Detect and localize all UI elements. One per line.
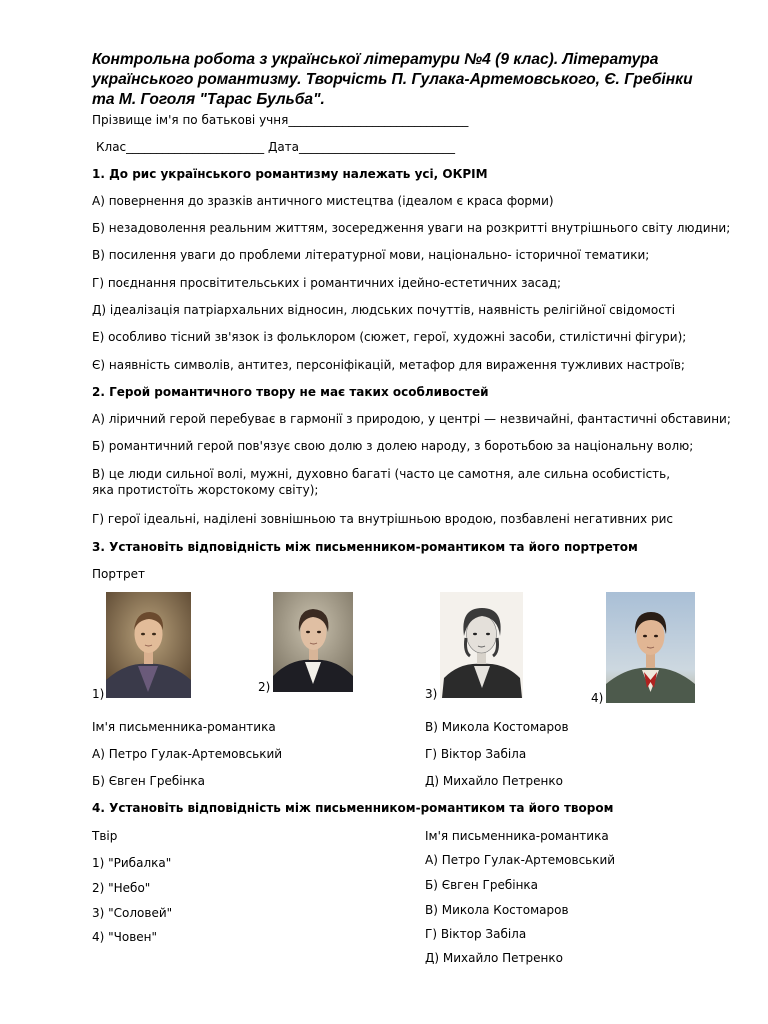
q2-question: 2. Герой романтичного твору не має таких особливостей (92, 385, 489, 399)
portrait-4-image (606, 592, 695, 703)
q1-question: 1. До рис українського романтизму належать усі, ОКРІМ (92, 167, 488, 181)
q1-option-a: А) повернення до зразків античного мистецтва (ідеалом є краса форми) (92, 194, 554, 208)
portrait-1-image (106, 592, 191, 698)
q4-work-2: 2) "Небо" (92, 881, 151, 895)
q1-option-v: В) посилення уваги до проблеми літературної мови, національно- історичної тематики; (92, 248, 650, 262)
portrait-2-number: 2) (258, 680, 271, 694)
q3-portrait-label: Портрет (92, 567, 145, 581)
portrait-1-number: 1) (92, 687, 105, 701)
portrait-2-image (273, 592, 353, 692)
portrait-3-number: 3) (425, 687, 438, 701)
q3-name-h: Г) Віктор Забіла (425, 747, 527, 761)
q4-works-header: Твір (92, 829, 118, 843)
q1-option-e: Е) особливо тісний зв'язок із фольклором (сюжет, герої, художні засоби, стилістичні фігури); (92, 330, 687, 344)
q4-work-3: 3) "Соловей" (92, 906, 173, 920)
portrait-4-number: 4) (591, 691, 604, 705)
q4-work-1: 1) "Рибалка" (92, 856, 172, 870)
q1-option-h: Г) поєднання просвітительських і романтичних ідейно-естетичних засад; (92, 276, 562, 290)
q2-option-h: Г) герої ідеальні, наділені зовнішньою та внутрішньою вродою, позбавлені негативних рис (92, 512, 673, 526)
q1-option-ye: Є) наявність символів, антитез, персоніфікацій, метафор для вираження тужливих настроїв; (92, 358, 685, 372)
q4-names-header: Ім'я письменника-романтика (425, 829, 609, 843)
q2-option-a: А) ліричний герой перебуває в гармонії з природою, у центрі — незвичайні, фантастичні обставини; (92, 412, 731, 426)
q3-name-d: Д) Михайло Петренко (425, 774, 563, 788)
q3-name-b: Б) Євген Гребінка (92, 774, 206, 788)
q4-name-h: Г) Віктор Забіла (425, 927, 527, 941)
q3-name-v: В) Микола Костомаров (425, 720, 569, 734)
q1-option-b: Б) незадоволення реальним життям, зосередження уваги на розкритті внутрішнього світу людини; (92, 221, 731, 235)
q4-name-d: Д) Михайло Петренко (425, 951, 563, 965)
q1-option-d: Д) ідеалізація патріархальних відносин, людських почуттів, наявність релігійної свідомості (92, 303, 676, 317)
q4-name-a: А) Петро Гулак-Артемовський (425, 853, 616, 867)
q4-name-v: В) Микола Костомаров (425, 903, 569, 917)
portrait-3-image (440, 592, 523, 698)
q3-name-a: А) Петро Гулак-Артемовський (92, 747, 283, 761)
student-name-line: Прізвище ім'я по батькові учня______________________________ (92, 113, 469, 127)
q4-name-b: Б) Євген Гребінка (425, 878, 539, 892)
q2-option-b: Б) романтичний герой пов'язує свою долю з долею народу, з боротьбою за національну волю; (92, 439, 694, 453)
q4-question: 4. Установіть відповідність між письменником-романтиком та його твором (92, 801, 614, 815)
class-date-line: Клас_______________________ Дата__________________________ (96, 140, 456, 154)
page-title: Контрольна робота з української літератури №4 (9 клас). Література українського романтизму. Творчість П. Гулака-Артемовського, Є. Гребінки та М. Гоголя "Тарас Бульба". (92, 51, 693, 108)
q2-option-v: В) це люди сильної волі, мужні, духовно багаті (часто це самотня, але сильна особистість, яка протистоїть жорстокому світу); (92, 467, 671, 497)
q3-names-header: Ім'я письменника-романтика (92, 720, 276, 734)
q4-work-4: 4) "Човен" (92, 930, 158, 944)
q3-question: 3. Установіть відповідність між письменником-романтиком та його портретом (92, 540, 638, 554)
